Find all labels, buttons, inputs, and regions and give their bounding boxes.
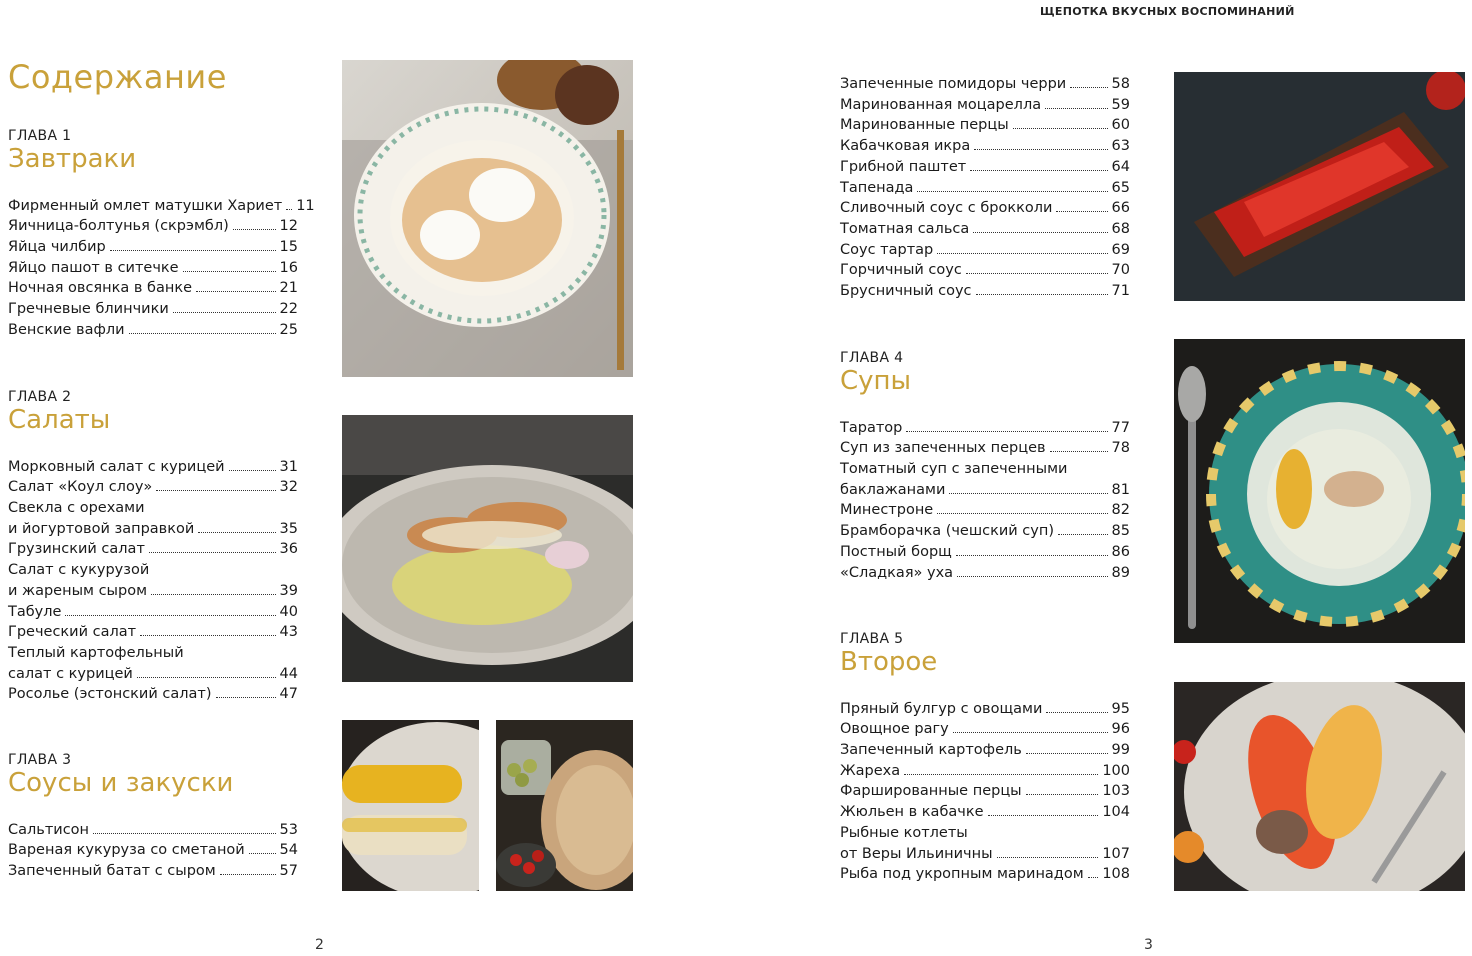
toc-entry-title: Сальтисон (8, 821, 90, 838)
toc-entry (840, 781, 1130, 802)
dot-leader (173, 312, 276, 313)
dot-leader (196, 291, 276, 292)
chapter-label: ГЛАВА 4 (840, 350, 904, 366)
dot-leader (1088, 877, 1099, 878)
toc-entry-page: 63 (1111, 138, 1130, 155)
toc-entry (8, 237, 298, 258)
toc-entry-title: Фаршированные перцы (840, 783, 1022, 800)
running-head: ЩЕПОТКА ВКУСНЫХ ВОСПОМИНАНИЙ (1040, 5, 1295, 18)
page-number-right: 3 (1144, 937, 1153, 953)
chapter-entries (840, 699, 1130, 885)
toc-entry (840, 542, 1130, 563)
toc-entry-page: 54 (279, 842, 298, 859)
dot-leader (229, 470, 276, 471)
toc-entry (840, 699, 1130, 720)
dot-leader (151, 594, 276, 595)
toc-entry-page: 35 (279, 520, 298, 537)
toc-entry-page: 86 (1111, 543, 1130, 560)
toc-entry-page: 65 (1111, 179, 1130, 196)
toc-entry-title: Минестроне (840, 502, 934, 519)
photo-olives-bread (496, 720, 633, 891)
toc-entry (840, 74, 1130, 95)
toc-entry-page: 43 (279, 624, 298, 641)
toc-entry (8, 477, 298, 498)
toc-entry-title: Рыбные котлеты (840, 824, 968, 841)
toc-entry (840, 95, 1130, 116)
toc-entry-title: Томатный суп с запеченными (840, 461, 1068, 477)
toc-entry-title: Яйца чилбир (8, 239, 106, 255)
toc-entry-title: Рыба под укропным маринадом (840, 866, 1084, 883)
toc-entry (840, 219, 1130, 240)
toc-entry (840, 844, 1130, 865)
toc-entry-title: Тапенада (840, 179, 914, 196)
toc-entry (8, 840, 298, 861)
toc-entry (840, 521, 1130, 542)
toc-entry-page: 82 (1111, 502, 1130, 519)
toc-entry-title: Запеченный картофель (840, 742, 1022, 758)
dot-leader (220, 874, 276, 875)
dot-leader (65, 615, 275, 616)
toc-entry-page: 78 (1111, 440, 1130, 457)
toc-entry-title: Брамборачка (чешский суп) (840, 523, 1054, 540)
chapter-label: ГЛАВА 2 (8, 389, 72, 405)
chapter-label: ГЛАВА 3 (8, 752, 72, 768)
dot-leader (904, 774, 1098, 775)
toc-entry (8, 622, 298, 643)
dot-leader (1058, 534, 1108, 535)
toc-entry-page: 36 (279, 541, 298, 558)
toc-entry-line (8, 643, 298, 664)
toc-entry (840, 438, 1130, 459)
dot-leader (997, 857, 1099, 858)
toc-entry (840, 178, 1130, 199)
dot-leader (1045, 108, 1107, 109)
dot-leader (286, 209, 292, 210)
toc-entry-line (8, 560, 298, 581)
toc-entry-title: Сливочный соус с брокколи (840, 200, 1053, 217)
toc-entry-title: Брусничный соус (840, 283, 972, 300)
chapter-entries (840, 74, 1130, 302)
dot-leader (937, 253, 1107, 254)
photo-soup-plate (1174, 339, 1465, 643)
toc-entry-title: Овощное рагу (840, 721, 949, 738)
toc-entry-page: 47 (279, 686, 298, 703)
toc-entry-title: Ночная овсянка в банке (8, 280, 193, 297)
dot-leader (1050, 451, 1108, 452)
toc-entry (840, 281, 1130, 302)
dot-leader (1070, 87, 1107, 88)
toc-entry-title: Табуле (8, 603, 62, 620)
chapter-1 (8, 128, 315, 341)
toc-entry (840, 115, 1130, 136)
toc-entry-page: 99 (1111, 742, 1130, 758)
toc-entry (8, 216, 298, 237)
toc-entry-title: Запеченные помидоры черри (840, 76, 1067, 92)
dot-leader (974, 149, 1107, 150)
toc-entry (8, 457, 298, 478)
toc-entry-page: 16 (279, 259, 298, 276)
toc-entry-title: Теплый картофельный (8, 644, 184, 661)
toc-entry-title: Горчичный соус (840, 262, 962, 279)
toc-entry-page: 96 (1111, 721, 1130, 738)
toc-entry-page: 12 (279, 218, 298, 235)
toc-entry-page: 32 (279, 479, 298, 496)
toc-entry-page: 60 (1111, 117, 1130, 134)
dot-leader (917, 191, 1107, 192)
toc-entry (8, 258, 298, 279)
chapter-entries (840, 418, 1130, 584)
photo-poached-eggs (342, 60, 633, 377)
dot-leader (216, 697, 276, 698)
dot-leader (1056, 211, 1107, 212)
toc-entry-title: Жюльен в кабачке (840, 804, 984, 821)
toc-entry (840, 418, 1130, 439)
chapter-name: Соусы и закуски (8, 768, 234, 798)
chapter-3-continued (840, 74, 1130, 302)
dot-leader (110, 250, 276, 251)
toc-entry-page: 59 (1111, 96, 1130, 113)
toc-entry-title: Соус тартар (840, 241, 934, 258)
dot-leader (233, 229, 276, 230)
toc-entry-page: 95 (1111, 700, 1130, 717)
toc-entry-page: 69 (1111, 241, 1130, 258)
toc-entry (8, 664, 298, 685)
toc-entry (840, 802, 1130, 823)
chapter-label: ГЛАВА 5 (840, 631, 904, 647)
dot-leader (966, 273, 1108, 274)
dot-leader (976, 294, 1108, 295)
toc-entry-line (840, 823, 1130, 844)
toc-entry-title: «Сладкая» уха (840, 564, 954, 581)
toc-entry-page: 64 (1111, 158, 1130, 175)
toc-entry (8, 539, 298, 560)
toc-entry (8, 519, 298, 540)
toc-entry-page: 40 (279, 603, 298, 620)
toc-entry-page: 53 (279, 821, 298, 838)
toc-entry-page: 21 (279, 280, 298, 297)
toc-entry (840, 240, 1130, 261)
photo-corn (342, 720, 479, 891)
toc-entry-page: 39 (279, 582, 298, 599)
toc-entry-title: Фирменный омлет матушки Хариет (8, 197, 283, 214)
toc-entry-title: Вареная кукуруза со сметаной (8, 842, 245, 859)
dot-leader (149, 552, 276, 553)
photo-peppers-toast (1174, 72, 1465, 301)
dot-leader (249, 853, 276, 854)
toc-entry-title: Грибной паштет (840, 158, 967, 175)
dot-leader (140, 635, 275, 636)
toc-entry-page: 57 (279, 863, 298, 879)
toc-entry-line (8, 498, 298, 519)
toc-entry-page: 68 (1111, 220, 1130, 237)
toc-entry-page: 58 (1111, 76, 1130, 92)
toc-entry (8, 581, 298, 602)
toc-entry (840, 260, 1130, 281)
photo-stuffed-peppers (1174, 682, 1465, 891)
dot-leader (1026, 753, 1108, 754)
toc-entry-title: Маринованная моцарелла (840, 96, 1042, 113)
chapter-3 (8, 752, 298, 882)
toc-entry-title: Грузинский салат (8, 541, 145, 558)
dot-leader (129, 333, 276, 334)
toc-entry (840, 500, 1130, 521)
dot-leader (156, 490, 275, 491)
toc-entry-title: Свекла с орехами (8, 500, 145, 516)
toc-entry-page: 11 (296, 197, 315, 214)
page-number-left: 2 (315, 937, 324, 953)
dot-leader (183, 271, 276, 272)
toc-entry-title: Суп из запеченных перцев (840, 440, 1046, 457)
toc-entry-page: 70 (1111, 262, 1130, 279)
dot-leader (1046, 712, 1107, 713)
toc-entry-title: баклажанами (840, 481, 946, 498)
toc-entry-title: Морковный салат с курицей (8, 458, 225, 475)
toc-entry-title: салат с курицей (8, 665, 133, 682)
toc-entry-page: 104 (1102, 804, 1130, 821)
chapter-entries (8, 820, 298, 882)
dot-leader (973, 232, 1107, 233)
toc-entry-title: Маринованные перцы (840, 117, 1009, 134)
dot-leader (937, 513, 1107, 514)
chapter-4 (840, 350, 1130, 583)
toc-entry-title: Запеченный батат с сыром (8, 863, 216, 879)
toc-entry-page: 25 (279, 321, 298, 338)
dot-leader (953, 732, 1108, 733)
toc-entry-line (840, 459, 1130, 480)
toc-entry (840, 136, 1130, 157)
toc-entry-page: 107 (1102, 845, 1130, 862)
toc-entry (840, 740, 1130, 761)
toc-entry (840, 198, 1130, 219)
toc-entry-title: Постный борщ (840, 543, 952, 560)
toc-entry (840, 563, 1130, 584)
toc-entry (840, 761, 1130, 782)
dot-leader (956, 555, 1108, 556)
toc-entry-title: Жарeха (840, 762, 901, 779)
toc-entry-page: 22 (279, 301, 298, 318)
chapter-2 (8, 389, 298, 705)
toc-entry-page: 103 (1102, 783, 1130, 800)
toc-entry (8, 196, 315, 217)
toc-entry-page: 31 (279, 458, 298, 475)
toc-entry (840, 157, 1130, 178)
page-title: Содержание (8, 58, 227, 96)
toc-entry-page: 66 (1111, 200, 1130, 217)
toc-entry-title: Томатная сальса (840, 220, 970, 237)
toc-entry-page: 100 (1102, 762, 1130, 779)
dot-leader (906, 431, 1107, 432)
toc-entry (8, 299, 298, 320)
toc-entry (8, 602, 298, 623)
toc-entry-title: Пряный булгур с овощами (840, 700, 1043, 717)
dot-leader (1013, 128, 1108, 129)
chapter-name: Супы (840, 366, 912, 396)
toc-entry-page: 81 (1111, 481, 1130, 498)
toc-entry (8, 820, 298, 841)
toc-entry-page: 71 (1111, 283, 1130, 300)
chapter-entries (8, 457, 298, 705)
toc-entry-title: Венские вафли (8, 321, 125, 338)
dot-leader (970, 170, 1107, 171)
dot-leader (1026, 794, 1099, 795)
toc-entry-page: 108 (1102, 866, 1130, 883)
toc-entry-title: Таратор (840, 419, 903, 436)
toc-entry-title: Яичница-болтунья (скрэмбл) (8, 218, 229, 235)
toc-entry-page: 77 (1111, 419, 1130, 436)
dot-leader (988, 815, 1099, 816)
chapter-name: Второе (840, 647, 938, 677)
toc-entry-title: от Веры Ильиничны (840, 845, 993, 862)
dot-leader (957, 576, 1107, 577)
chapter-label: ГЛАВА 1 (8, 128, 72, 144)
toc-entry (840, 719, 1130, 740)
chapter-name: Завтраки (8, 144, 137, 174)
toc-entry (840, 480, 1130, 501)
toc-entry-title: Греческий салат (8, 624, 137, 641)
toc-entry-title: Гречневые блинчики (8, 301, 169, 318)
toc-entry-title: и жареным сыром (8, 582, 148, 599)
chapter-name: Салаты (8, 405, 111, 435)
chapter-entries (8, 196, 315, 341)
dot-leader (949, 493, 1107, 494)
toc-entry (8, 278, 298, 299)
toc-entry (840, 864, 1130, 885)
dot-leader (198, 532, 275, 533)
toc-entry-page: 15 (279, 239, 298, 255)
toc-entry-title: Росолье (эстонский салат) (8, 686, 212, 703)
toc-entry-page: 89 (1111, 564, 1130, 581)
toc-entry-title: Салат «Коул слоу» (8, 479, 153, 496)
toc-entry (8, 320, 298, 341)
toc-entry-title: и йогуртовой заправкой (8, 520, 195, 537)
photo-chicken-salad (342, 415, 633, 682)
toc-entry-title: Яйцо пашот в ситечке (8, 259, 179, 276)
toc-entry (8, 684, 298, 705)
toc-entry (8, 861, 298, 882)
dot-leader (137, 677, 276, 678)
toc-entry-page: 44 (279, 665, 298, 682)
dot-leader (93, 833, 276, 834)
chapter-5 (840, 631, 1130, 885)
toc-entry-title: Кабачковая икра (840, 138, 971, 155)
toc-entry-title: Салат с кукурузой (8, 562, 150, 579)
toc-entry-page: 85 (1111, 523, 1130, 540)
